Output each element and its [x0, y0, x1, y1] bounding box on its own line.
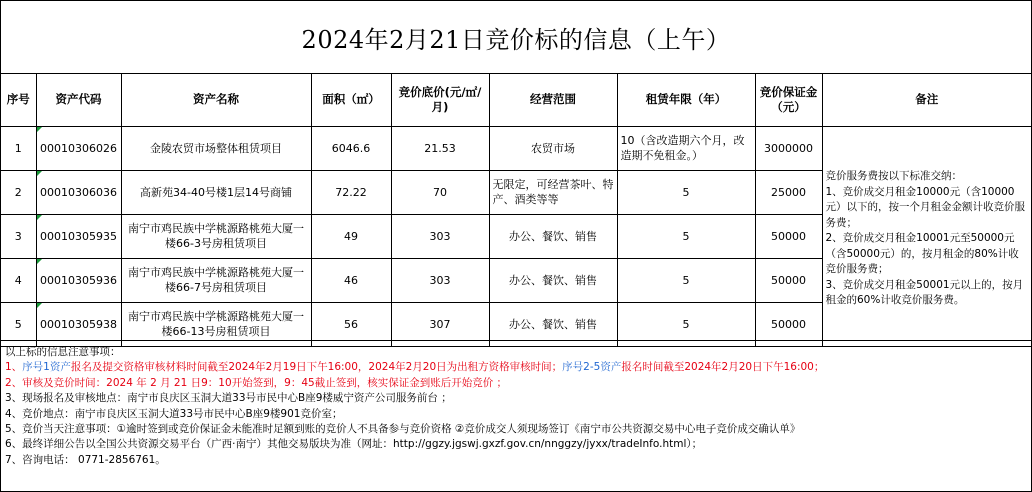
cell-code: 00010305935	[36, 214, 121, 258]
notes-heading: 以上标的信息注意事项：	[5, 346, 121, 358]
note-1-asset-b: 序号2-5资产	[562, 361, 622, 374]
header-code: 资产代码	[36, 74, 121, 126]
cell-code: 00010306036	[36, 170, 121, 214]
note-1-asset-a: 序号1资产	[22, 361, 71, 374]
cell-price: 307	[391, 302, 489, 346]
note-line-2: 2、审核及竞价时间：2024 年 2 月 21 日9：10开始签到，9：45截止签到，核实保证金到账后开始竞价 ；	[5, 376, 508, 389]
cell-deposit: 50000	[755, 302, 822, 346]
cell-name: 南宁市鸡民族中学桃源路桃苑大厦一楼66-3号房租赁项目	[121, 214, 311, 258]
cell-scope: 办公、餐饮、销售	[489, 214, 617, 258]
note-1-deadline-a: 报名及提交资格审核材料时间截至2024年2月19日下午16:00，2024年2月20日为出租方资格审核时间；	[70, 361, 563, 374]
note-line-5: 5、竞价当天注意事项：①逾时签到或竞价保证金未能准时足额到账的竞价人不具备参与竞价资格 ②竞价成交人须现场签订《南宁市公共资源交易中心电子竞价成交确认单》	[5, 423, 801, 436]
cell-price: 70	[391, 170, 489, 214]
table-row	[1, 126, 1031, 170]
cell-name: 高新苑34-40号楼1层14号商铺	[121, 170, 311, 214]
cell-price: 303	[391, 258, 489, 302]
cell-deposit: 25000	[755, 170, 822, 214]
cell-code: 00010306026	[36, 126, 121, 170]
cell-name: 南宁市鸡民族中学桃源路桃苑大厦一楼66-13号房租赁项目	[121, 302, 311, 346]
cell-deposit: 50000	[755, 214, 822, 258]
cell-term: 5	[617, 170, 755, 214]
cell-scope: 办公、餐饮、销售	[489, 302, 617, 346]
cell-term: 5	[617, 214, 755, 258]
cell-code: 00010305936	[36, 258, 121, 302]
cell-name: 南宁市鸡民族中学桃源路桃苑大厦一楼66-7号房租赁项目	[121, 258, 311, 302]
cell-code: 00010305938	[36, 302, 121, 346]
cell-area: 56	[311, 302, 391, 346]
cell-name: 金陵农贸市场整体租赁项目	[121, 126, 311, 170]
notes-section	[1, 340, 1031, 491]
header-no: 序号	[1, 74, 36, 126]
cell-scope: 农贸市场	[489, 126, 617, 170]
note-line-7: 7、咨询电话： 0771-2856761。	[5, 453, 166, 466]
table-header-row	[1, 74, 1031, 126]
cell-area: 49	[311, 214, 391, 258]
cell-area: 46	[311, 258, 391, 302]
cell-no: 5	[1, 302, 36, 346]
cell-scope: 办公、餐饮、销售	[489, 258, 617, 302]
cell-term: 5	[617, 302, 755, 346]
cell-area: 72.22	[311, 170, 391, 214]
note-line-4: 4、竞价地点：南宁市良庆区玉洞大道33号市民中心B座9楼901竞价室；	[5, 407, 343, 420]
note-1-deadline-b: 报名时间截至2024年2月20日下午16:00；	[621, 361, 825, 374]
auction-table	[1, 74, 1031, 347]
header-name: 资产名称	[121, 74, 311, 126]
cell-no: 3	[1, 214, 36, 258]
cell-no: 1	[1, 126, 36, 170]
header-area: 面积（㎡）	[311, 74, 391, 126]
cell-price: 303	[391, 214, 489, 258]
header-scope: 经营范围	[489, 74, 617, 126]
note-line-6: 6、最终详细公告以全国公共资源交易平台（广西·南宁）其他交易版块为准（网址：http://ggzy.jgswj.gxzf.gov.cn/nnggzy/jyxx/tradeInfo.html）；	[5, 438, 703, 451]
note-line-3: 3、现场报名及审核地点：南宁市良庆区玉洞大道33号市民中心B座9楼威宁资产公司服务前台 ；	[5, 392, 452, 405]
note-line-1	[5, 360, 1025, 375]
cell-term: 5	[617, 258, 755, 302]
note-1-prefix: 1、	[5, 361, 23, 374]
page-title: 2024年2月21日竞价标的信息（上午）	[1, 1, 1031, 74]
cell-area: 6046.6	[311, 126, 391, 170]
header-price: 竞价底价(元/㎡/月)	[391, 74, 489, 126]
cell-price: 21.53	[391, 126, 489, 170]
cell-remark: 竞价服务费按以下标准交纳： 1、竞价成交月租金10000元（含10000元）以下的，按一个月租金金额计收竞价服务费； 2、竞价成交月租金10001元至50000元（含50000元）的，按月租金的80%计收竞价服务费； 3、竞价成交月租金50001元以上的，按月租金的60%计收竞价服务费。	[822, 126, 1031, 346]
header-remark: 备注	[822, 74, 1031, 126]
header-deposit: 竞价保证金（元）	[755, 74, 822, 126]
header-term: 租赁年限（年）	[617, 74, 755, 126]
cell-deposit: 50000	[755, 258, 822, 302]
cell-scope: 无限定，可经营茶叶、特产、酒类等等	[489, 170, 617, 214]
cell-no: 2	[1, 170, 36, 214]
cell-deposit: 3000000	[755, 126, 822, 170]
cell-no: 4	[1, 258, 36, 302]
cell-term: 10（含改造期六个月，改造期不免租金。）	[617, 126, 755, 170]
